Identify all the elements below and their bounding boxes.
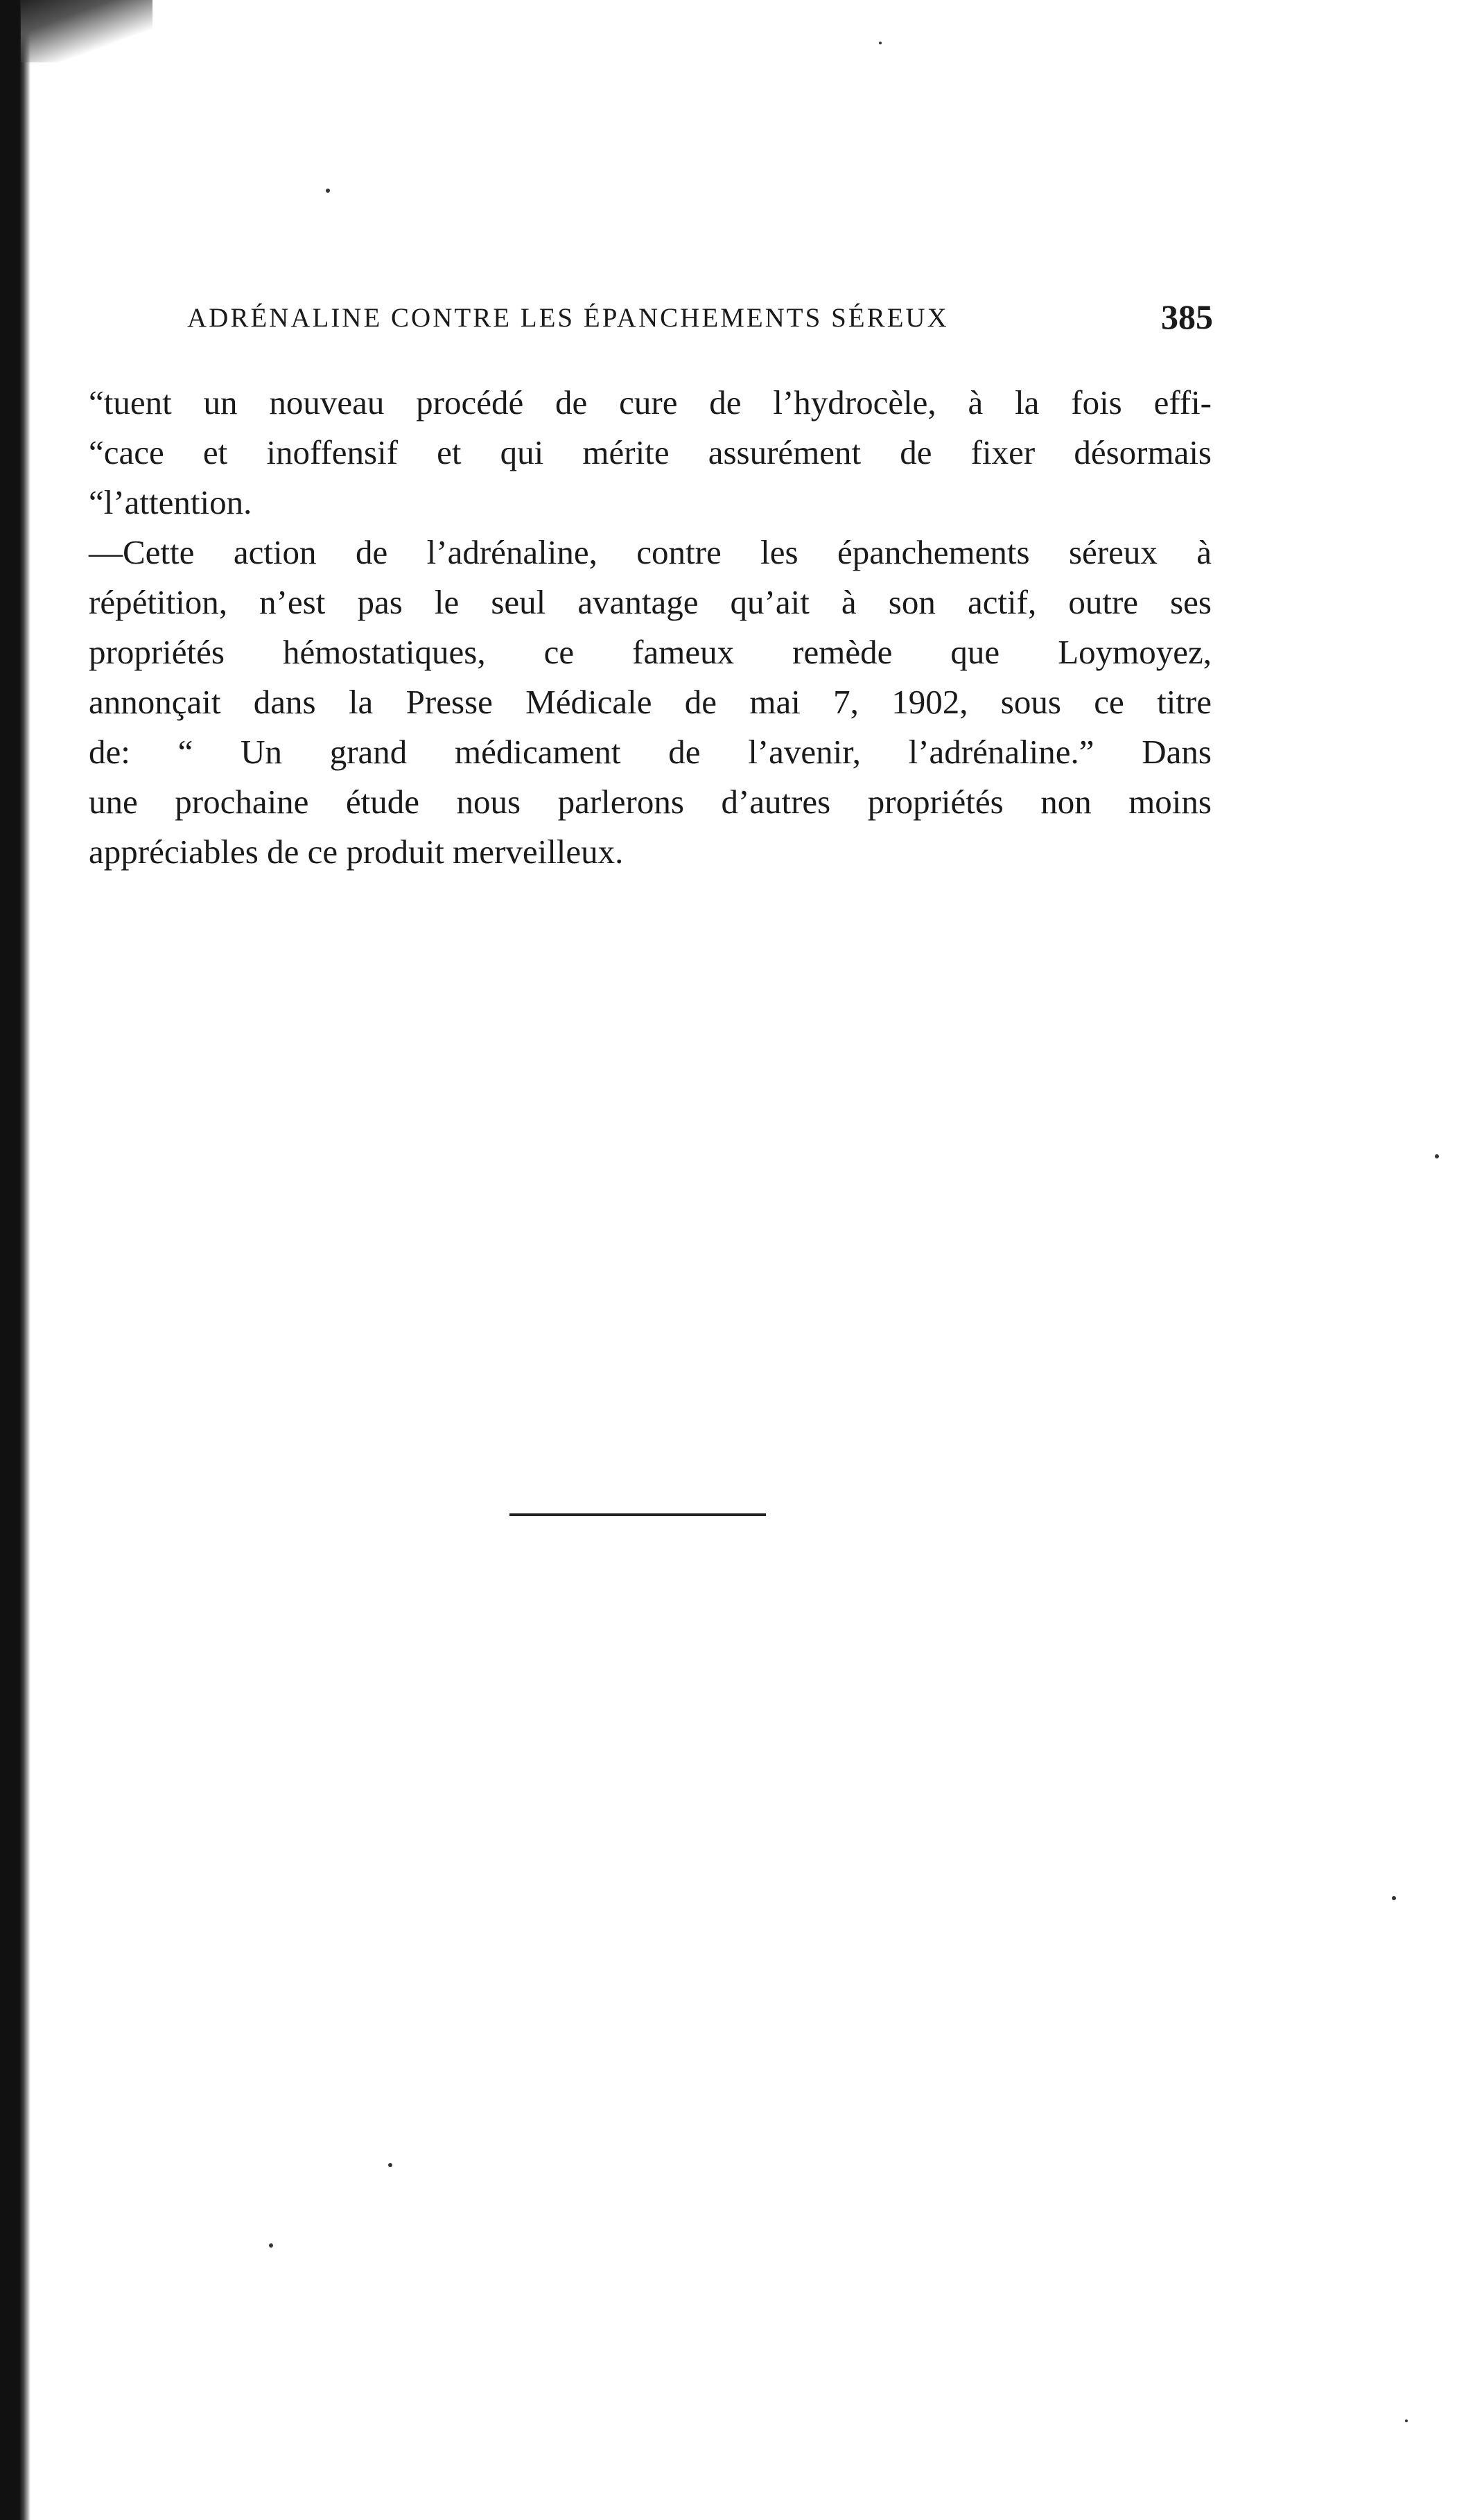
scan-speck xyxy=(879,42,882,44)
running-head xyxy=(187,297,1213,345)
text-line: appréciables de ce produit merveilleux. xyxy=(89,833,624,871)
body-text xyxy=(89,378,1212,877)
running-title: ADRÉNALINE CONTRE LES ÉPANCHEMENTS SÉREUX xyxy=(187,303,949,333)
text-line: —Cette action de l’adrénaline, contre les épanchements séreux à xyxy=(89,533,1212,571)
scan-speck xyxy=(1405,2419,1408,2422)
section-end-rule xyxy=(509,1513,766,1516)
scan-speck xyxy=(1435,1154,1439,1158)
scan-speck xyxy=(269,2243,273,2248)
book-binding-edge xyxy=(0,0,30,2520)
paragraph xyxy=(89,378,1212,528)
scan-speck xyxy=(326,189,330,193)
text-line: “tuent un nouveau procédé de cure de l’hydrocèle, à la fois effi- xyxy=(89,383,1212,422)
paragraph xyxy=(89,528,1212,877)
scan-speck xyxy=(1392,1896,1396,1900)
text-line: une prochaine étude nous parlerons d’autres propriétés non moins xyxy=(89,783,1212,821)
scan-shadow xyxy=(21,0,152,62)
text-line: de: “ Un grand médicament de l’avenir, l’adrénaline.” Dans xyxy=(89,733,1212,771)
text-line: répétition, n’est pas le seul avantage qu’ait à son actif, outre ses xyxy=(89,583,1212,621)
scan-speck xyxy=(388,2163,392,2167)
page-number: 385 xyxy=(1161,297,1213,336)
text-line: propriétés hémostatiques, ce fameux remède que Loymoyez, xyxy=(89,633,1212,671)
text-line: “l’attention. xyxy=(89,483,252,521)
text-line: “cace et inoffensif et qui mérite assurément de fixer désormais xyxy=(89,433,1212,471)
text-line: annonçait dans la Presse Médicale de mai 7, 1902, sous ce titre xyxy=(89,683,1212,721)
